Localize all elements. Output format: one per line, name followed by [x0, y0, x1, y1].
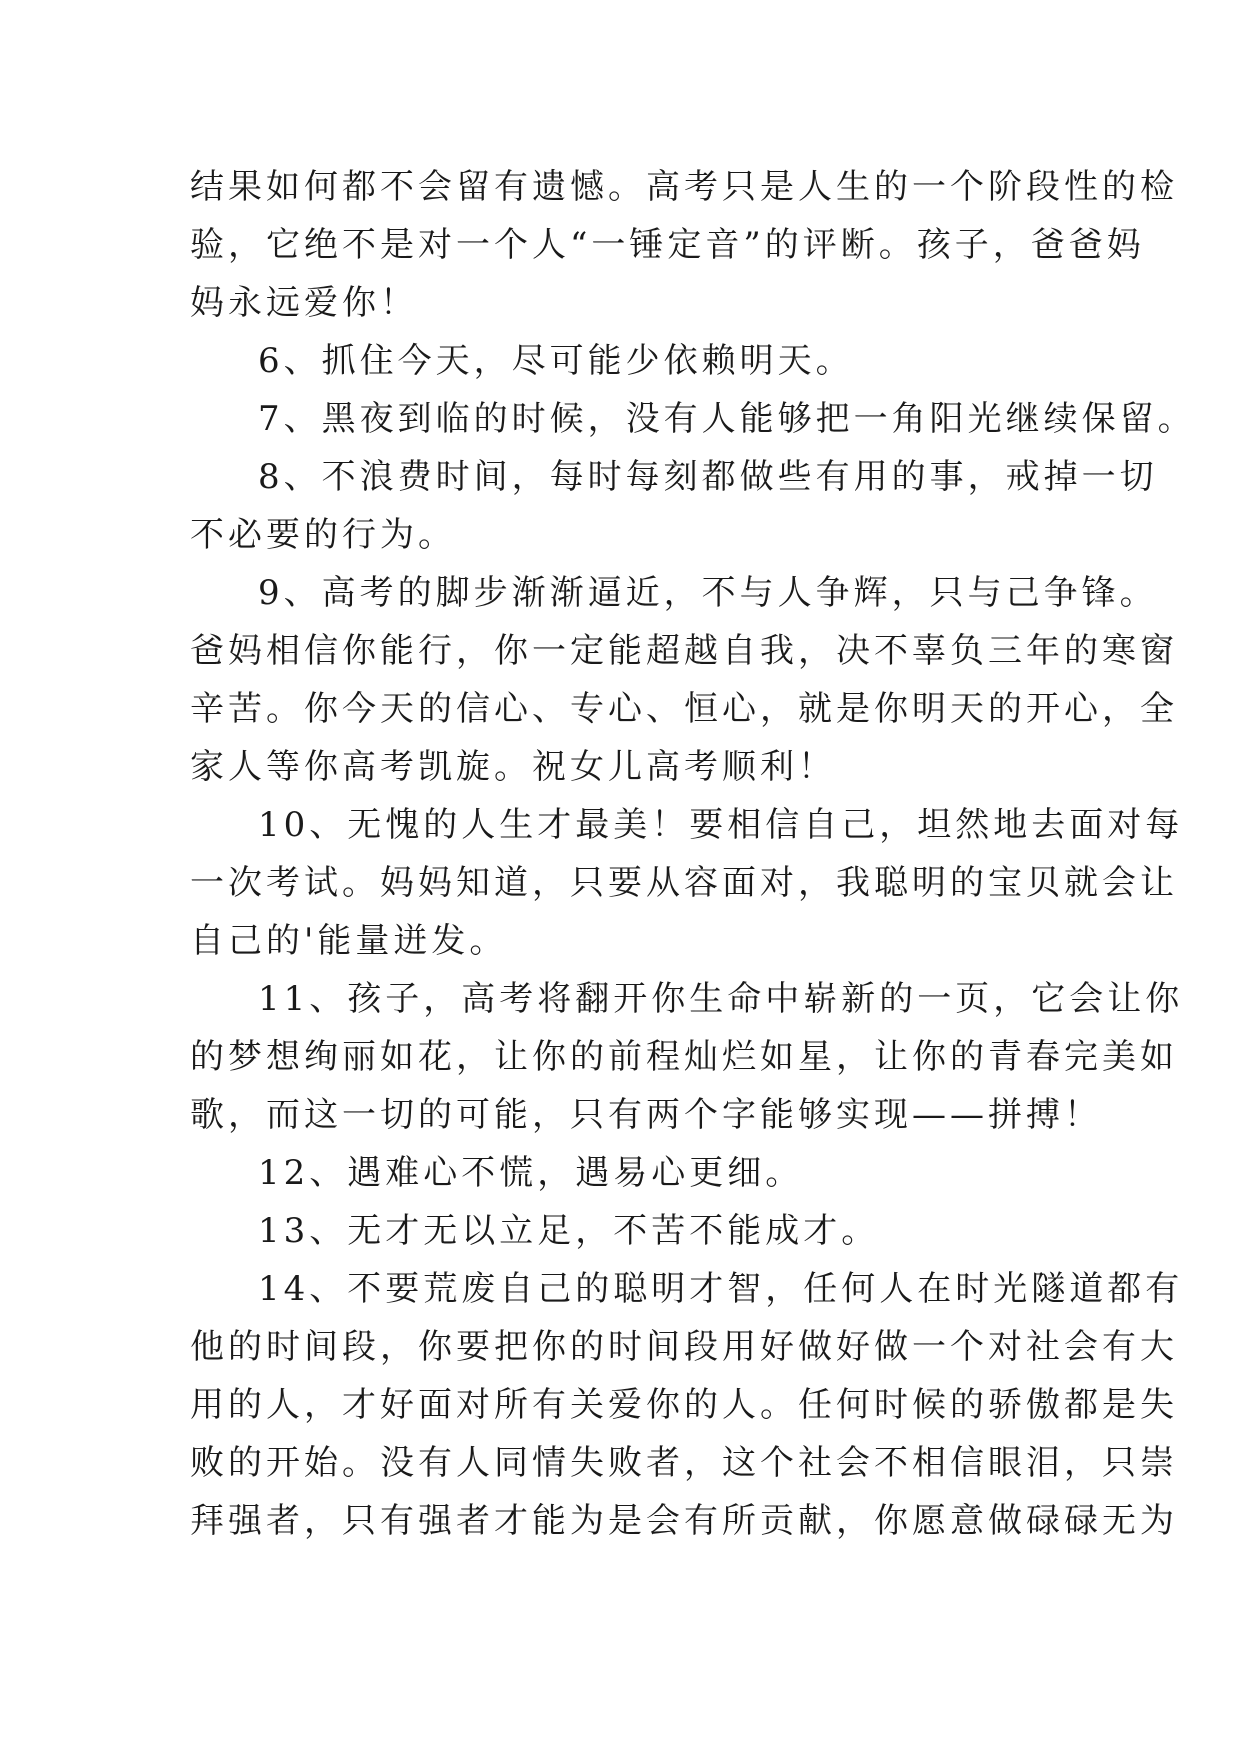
paragraph-line: 败的开始。没有人同情失败者，这个社会不相信眼泪，只崇	[190, 1443, 1178, 1483]
paragraph-line: 他的时间段，你要把你的时间段用好做好做一个对社会有大	[190, 1327, 1178, 1367]
paragraph-line: 的梦想绚丽如花，让你的前程灿烂如星，让你的青春完美如	[190, 1037, 1178, 1077]
paragraph-line: 妈永远爱你！	[190, 283, 418, 323]
list-item-9: 9、高考的脚步渐渐逼近，不与人争辉，只与己争锋。	[258, 573, 1158, 613]
paragraph-line: 验，它绝不是对一个人“一锤定音”的评断。孩子，爸爸妈	[190, 225, 1145, 265]
paragraph-line: 爸妈相信你能行，你一定能超越自我，决不辜负三年的寒窗	[190, 631, 1178, 671]
list-item-12: 12、遇难心不慌，遇易心更细。	[258, 1153, 804, 1193]
paragraph-line: 辛苦。你今天的信心、专心、恒心，就是你明天的开心，全	[190, 689, 1178, 729]
paragraph-line: 拜强者，只有强者才能为是会有所贡献，你愿意做碌碌无为	[190, 1501, 1178, 1541]
list-item-11: 11、孩子，高考将翻开你生命中崭新的一页，它会让你	[258, 979, 1184, 1019]
paragraph-line: 家人等你高考凯旋。祝女儿高考顺利！	[190, 747, 836, 787]
list-item-10: 10、无愧的人生才最美！要相信自己，坦然地去面对每	[258, 805, 1184, 845]
paragraph-line: 一次考试。妈妈知道，只要从容面对，我聪明的宝贝就会让	[190, 863, 1178, 903]
paragraph-line: 结果如何都不会留有遗憾。高考只是人生的一个阶段性的检	[190, 167, 1178, 207]
paragraph-line: 用的人，才好面对所有关爱你的人。任何时候的骄傲都是失	[190, 1385, 1178, 1425]
paragraph-line: 歌，而这一切的可能，只有两个字能够实现——拼搏！	[190, 1095, 1102, 1135]
list-item-7: 7、黑夜到临的时候，没有人能够把一角阳光继续保留。	[258, 399, 1196, 439]
paragraph-line: 自己的'能量迸发。	[190, 921, 508, 961]
list-item-6: 6、抓住今天，尽可能少依赖明天。	[258, 341, 854, 381]
document-body	[190, 158, 1196, 1550]
list-item-13: 13、无才无以立足，不苦不能成才。	[258, 1211, 880, 1251]
paragraph-line: 不必要的行为。	[190, 515, 456, 555]
list-item-8: 8、不浪费时间，每时每刻都做些有用的事，戒掉一切	[258, 457, 1158, 497]
list-item-14: 14、不要荒废自己的聪明才智，任何人在时光隧道都有	[258, 1269, 1184, 1309]
